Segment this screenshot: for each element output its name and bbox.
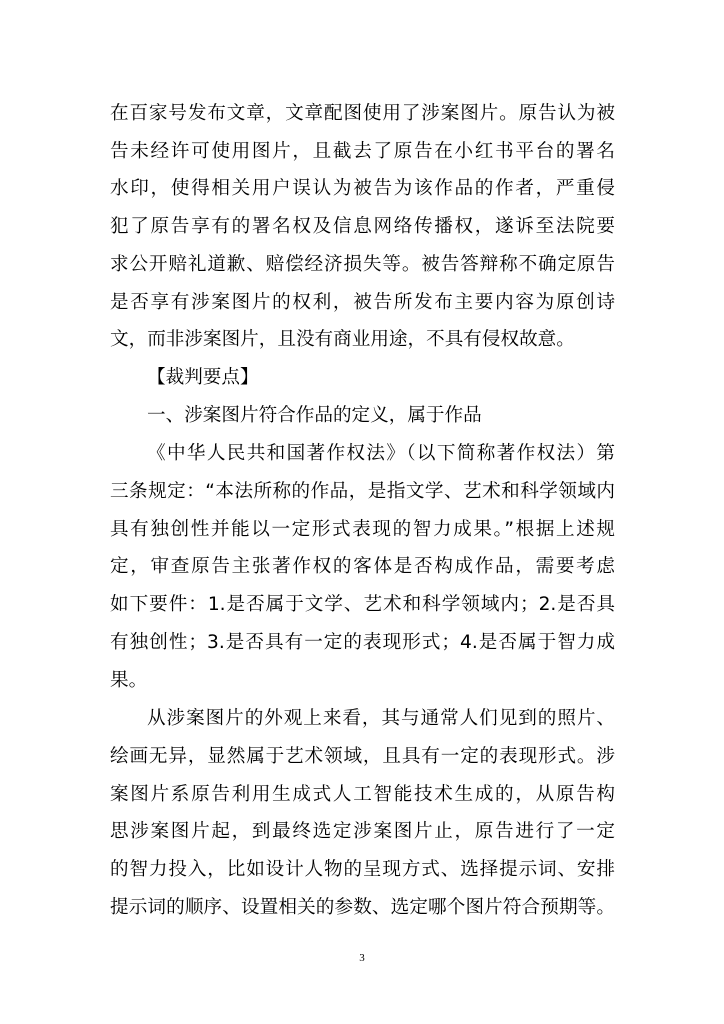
body-line: 求公开赔礼道歉、赔偿经济损失等。被告答辩称不确定原告	[110, 254, 615, 275]
body-line: 的智力投入，比如设计人物的呈现方式、选择提示词、安排	[110, 859, 615, 880]
body-line: 如下要件：1.是否属于文学、艺术和科学领域内；2.是否具	[110, 594, 615, 615]
body-line: 绘画无异，显然属于艺术领域，且具有一定的表现形式。涉	[110, 746, 615, 767]
subsection-heading: 一、涉案图片符合作品的定义，属于作品	[147, 405, 482, 426]
section-heading: 【裁判要点】	[147, 367, 259, 388]
body-line: 告未经许可使用图片，且截去了原告在小红书平台的署名	[110, 141, 615, 162]
body-line: 思涉案图片起，到最终选定涉案图片止，原告进行了一定	[110, 821, 615, 842]
body-line: 有独创性；3.是否具有一定的表现形式；4.是否属于智力成	[110, 632, 615, 653]
body-line: 提示词的顺序、设置相关的参数、选定哪个图片符合预期等。	[110, 897, 615, 918]
body-line: 《中华人民共和国著作权法》（以下简称著作权法）第	[147, 443, 615, 464]
body-line: 在百家号发布文章，文章配图使用了涉案图片。原告认为被	[110, 103, 615, 124]
body-line: 犯了原告享有的署名权及信息网络传播权，遂诉至法院要	[110, 216, 615, 237]
body-line: 果。	[110, 670, 148, 691]
page-number: 3	[359, 952, 365, 964]
body-line: 案图片系原告利用生成式人工智能技术生成的，从原告构	[110, 784, 615, 805]
body-line: 文，而非涉案图片，且没有商业用途，不具有侵权故意。	[110, 329, 575, 350]
body-line: 是否享有涉案图片的权利，被告所发布主要内容为原创诗	[110, 292, 615, 313]
body-line: 三条规定：“本法所称的作品，是指文学、艺术和科学领域内	[110, 481, 615, 502]
body-line: 定，审查原告主张著作权的客体是否构成作品，需要考虑	[110, 556, 615, 577]
body-line: 水印，使得相关用户误认为被告为该作品的作者，严重侵	[110, 178, 615, 199]
body-line: 具有独创性并能以一定形式表现的智力成果。”根据上述规	[110, 519, 615, 540]
body-line: 从涉案图片的外观上来看，其与通常人们见到的照片、	[147, 708, 615, 729]
